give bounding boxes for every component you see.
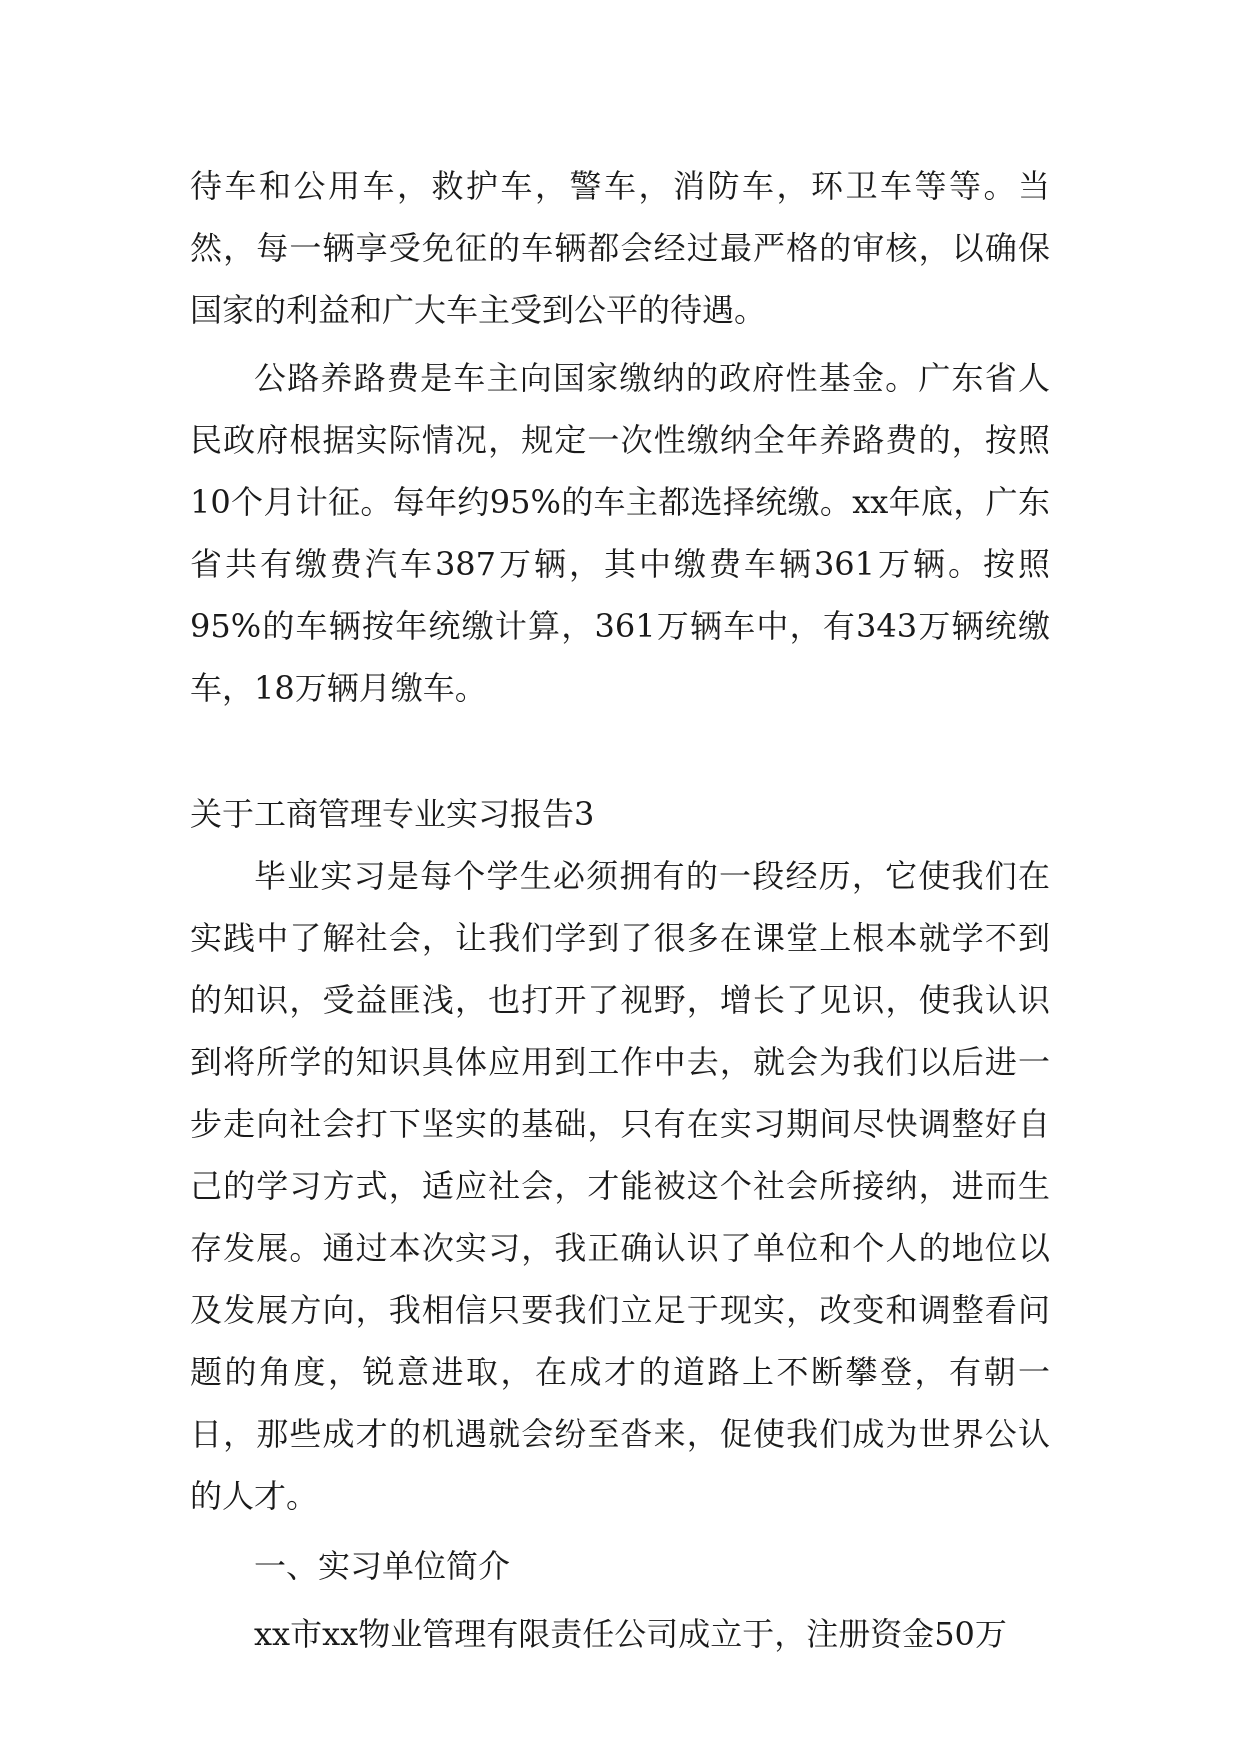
paragraph-internship-intro: 毕业实习是每个学生必须拥有的一段经历，它使我们在实践中了解社会，让我们学到了很多在课堂上根本就学不到的知识，受益匪浅，也打开了视野，增长了见识，使我认识到将所学的知识具体应用到工作中去，就会为我们以后进一步走向社会打下坚实的基础，只有在实习期间尽快调整好自己的学习方式，适应社会，才能被这个社会所接纳，进而生存发展。通过本次实习，我正确认识了单位和个人的地位以及发展方向，我相信只要我们立足于现实，改变和调整看问题的角度，锐意进取，在成才的道路上不断攀登，有朝一日，那些成才的机遇就会纷至沓来，促使我们成为世界公认的人才。 <box>190 857 1050 1515</box>
paragraph-vehicle-exemption: 待车和公用车，救护车，警车，消防车，环卫车等等。当然，每一辆享受免征的车辆都会经过最严格的审核，以确保国家的利益和广大车主受到公平的待遇。 <box>190 167 1050 329</box>
section-title: 关于工商管理专业实习报告3 <box>190 795 595 833</box>
paragraph-company-intro: xx市xx物业管理有限责任公司成立于，注册资金50万 <box>254 1615 1007 1653</box>
paragraph-road-maintenance-fee: 公路养路费是车主向国家缴纳的政府性基金。广东省人民政府根据实际情况，规定一次性缴纳全年养路费的，按照10个月计征。每年约95%的车主都选择统缴。xx年底，广东省共有缴费汽车387万辆，其中缴费车辆361万辆。按照95%的车辆按年统缴计算，361万辆车中，有343万辆统缴车，18万辆月缴车。 <box>190 359 1050 707</box>
sub-heading-company-intro: 一、实习单位简介 <box>254 1547 511 1585</box>
document-body <box>190 155 1050 1665</box>
